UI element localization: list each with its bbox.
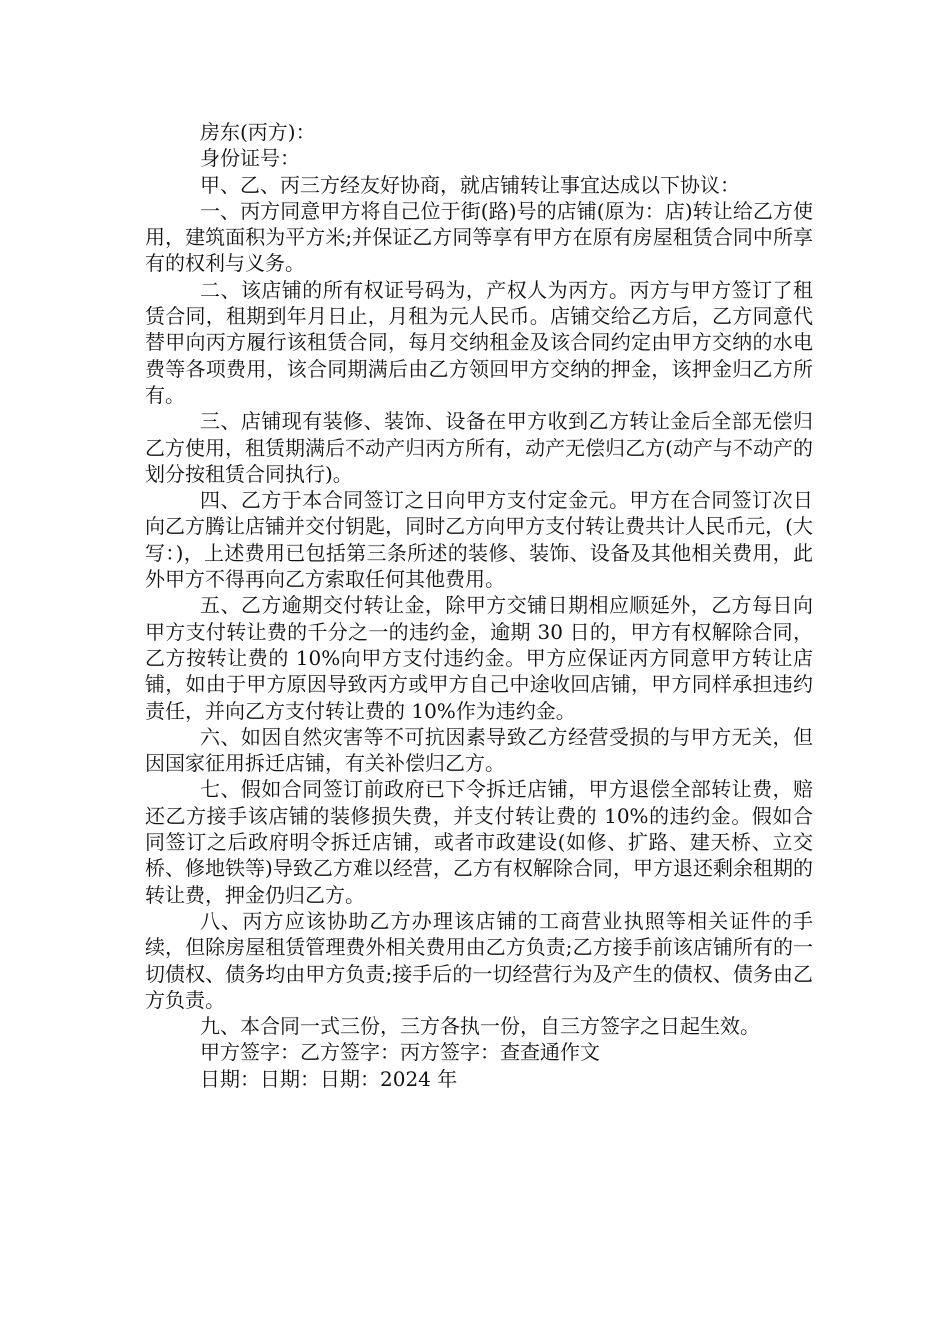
- clause-8: 八、丙方应该协助乙方办理该店铺的工商营业执照等相关证件的手续，但除房屋租赁管理费外相关费用由乙方负责;乙方接手前该店铺所有的一切债权、债务均由甲方负责;接手后的一切经营行为及产生的债权、债务由乙方负责。: [145, 908, 813, 1012]
- clause-4: 四、乙方于本合同签订之日向甲方支付定金元。甲方在合同签订次日向乙方腾让店铺并交付钥匙，同时乙方向甲方支付转让费共计人民币元，(大写：)，上述费用已包括第三条所述的装修、装饰、设备及其他相关费用，此外甲方不得再向乙方索取任何其他费用。: [145, 488, 813, 592]
- clause-2: 二、该店铺的所有权证号码为，产权人为丙方。丙方与甲方签订了租赁合同，租期到年月日止，月租为元人民币。店铺交给乙方后，乙方同意代替甲向丙方履行该租赁合同，每月交纳租金及该合同约定由甲方交纳的水电费等各项费用，该合同期满后由乙方领回甲方交纳的押金，该押金归乙方所有。: [145, 277, 813, 407]
- clause-3: 三、店铺现有装修、装饰、设备在甲方收到乙方转让金后全部无偿归乙方使用，租赁期满后不动产归丙方所有，动产无偿归乙方(动产与不动产的划分按租赁合同执行)。: [145, 409, 813, 486]
- clause-1: 一、丙方同意甲方将自己位于街(路)号的店铺(原为：店)转让给乙方使用，建筑面积为平方米;并保证乙方同等享有甲方在原有房屋租赁合同中所享有的权利与义务。: [145, 198, 813, 276]
- clause-6: 六、如因自然灾害等不可抗因素导致乙方经营受损的与甲方无关，但因国家征用拆迁店铺，有关补偿归乙方。: [145, 724, 813, 776]
- signature-line: 甲方签字：乙方签字：丙方签字：查查通作文: [200, 1040, 600, 1065]
- clause-5: 五、乙方逾期交付转让金，除甲方交铺日期相应顺延外，乙方每日向甲方支付转让费的千分之一的违约金，逾期 30 日的，甲方有权解除合同，乙方按转让费的 10%向甲方支付违约金。甲方应保证丙方同意甲方转让店铺，如由于甲方原因导致丙方或甲方自己中途收回店铺，甲方同样承担违约责任，并向乙方支付转让费的 10%作为违约金。: [145, 593, 813, 723]
- id-number-label: 身份证号：: [200, 146, 300, 171]
- clause-7: 七、假如合同签订前政府已下令拆迁店铺，甲方退偿全部转让费，赔还乙方接手该店铺的装修损失费，并支付转让费的 10%的违约金。假如合同签订之后政府明令拆迁店铺，或者市政建设(如修、扩路、建天桥、立交桥、修地铁等)导致乙方难以经营，乙方有权解除合同，甲方退还剩余租期的转让费，押金仍归乙方。: [145, 777, 813, 907]
- landlord-label: 房东(丙方)：: [200, 120, 316, 144]
- document-page: [145, 119, 813, 1092]
- clause-9: 九、本合同一式三份，三方各执一份，自三方签字之日起生效。: [200, 1014, 760, 1039]
- agreement-intro: 甲、乙、丙三方经友好协商，就店铺转让事宜达成以下协议：: [200, 172, 740, 197]
- date-line: 日期：日期：日期：2024 年: [200, 1066, 458, 1091]
